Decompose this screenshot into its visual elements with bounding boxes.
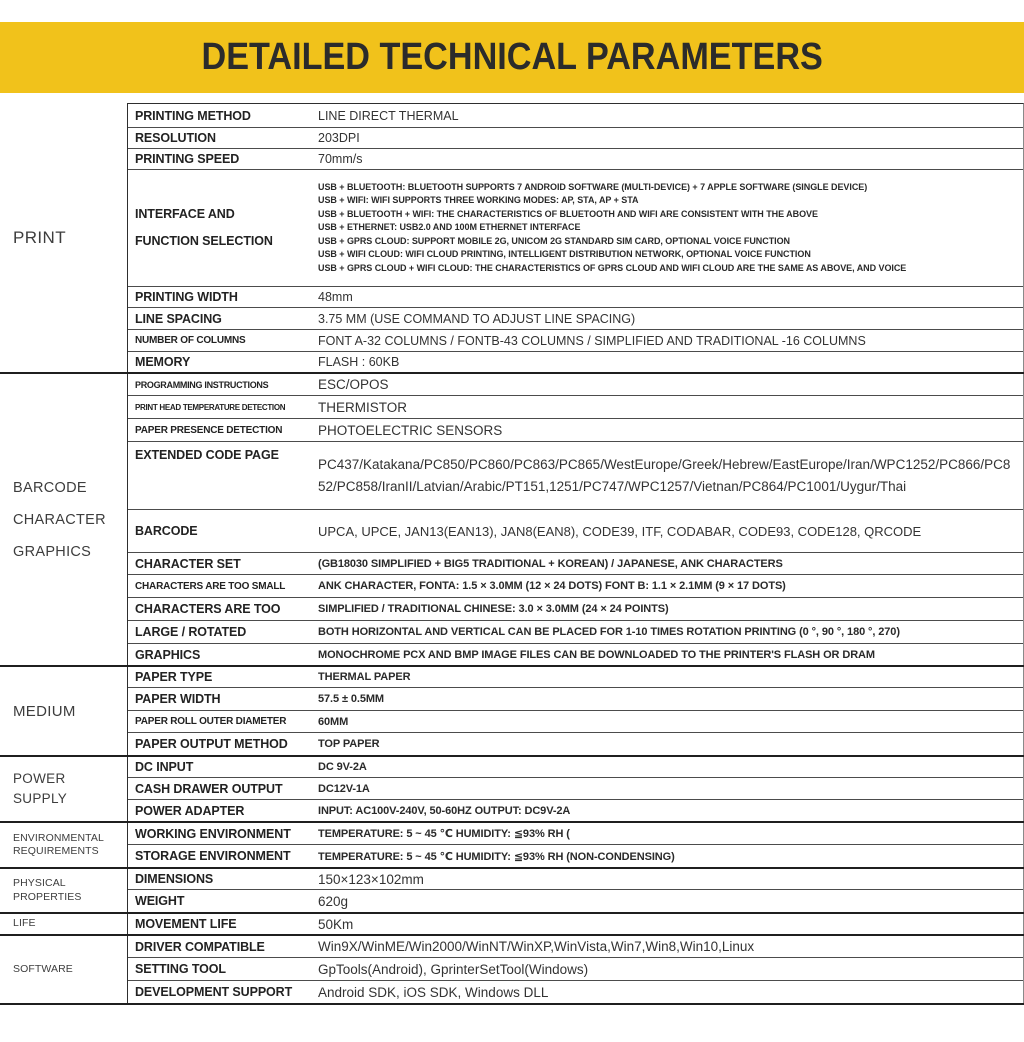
param-name: [128, 330, 310, 351]
param-value-line: MONOCHROME PCX AND BMP IMAGE FILES CAN BE DOWNLOADED TO THE PRINTER'S FLASH OR DRAM: [318, 648, 875, 661]
param-value-line: 57.5 ± 0.5MM: [318, 693, 384, 705]
param-value-line: USB + GPRS CLOUD: SUPPORT MOBILE 2G, UNICOM 2G STANDARD SIM CARD, OPTIONAL VOICE FUNCTION: [318, 235, 790, 246]
param-value: [310, 170, 1023, 286]
param-name: [128, 374, 310, 395]
param-name-line: CHARACTERS ARE TOO: [135, 602, 281, 616]
param-name-line: DRIVER COMPATIBLE: [135, 939, 265, 954]
param-name-line: DIMENSIONS: [135, 872, 214, 886]
param-value-line: USB + WIFI CLOUD: WIFI CLOUD PRINTING, INTELLIGENT DISTRIBUTION NETWORK, OPTIONAL VOICE FUNCTION: [318, 249, 811, 260]
row-setting-tool: [128, 957, 1023, 980]
param-value-line: ANK CHARACTER, FONTA: 1.5 × 3.0MM (12 × 24 DOTS) FONT B: 1.1 × 2.1MM (9 × 17 DOTS): [318, 580, 786, 592]
param-value: [310, 800, 1023, 821]
row-printing-method: [128, 104, 1023, 127]
param-value-line: USB + ETHERNET: USB2.0 AND 100M ETHERNET INTERFACE: [318, 222, 581, 233]
param-value-line: 203DPI: [318, 131, 360, 145]
param-value-line: DC 9V-2A: [318, 761, 367, 773]
param-name: [128, 287, 310, 307]
param-name: [128, 575, 310, 597]
group-label-line: BARCODE: [13, 479, 87, 496]
param-value: [310, 330, 1023, 351]
row-interface-and-function-selection: [128, 169, 1023, 286]
param-value: [310, 553, 1023, 574]
group-label-line: POWER: [13, 771, 66, 786]
param-name: [128, 352, 310, 372]
param-value-line: 3.75 MM (USE COMMAND TO ADJUST LINE SPACING): [318, 311, 636, 326]
group-label-line: ENVIRONMENTAL: [13, 831, 104, 844]
param-value: [310, 419, 1023, 441]
param-name-line: CASH DRAWER OUTPUT: [135, 781, 283, 796]
param-name: [128, 104, 310, 127]
section-rows: [128, 374, 1024, 665]
section-environmental-requirements: [0, 821, 1024, 867]
section-rows: [128, 936, 1024, 1003]
param-value: [310, 128, 1023, 148]
param-name: [128, 958, 310, 980]
param-name-line: FUNCTION SELECTION: [135, 234, 273, 248]
param-value-line: TEMPERATURE: 5 ~ 45 ℃ HUMIDITY: ≦93% RH (: [318, 828, 570, 840]
param-value: [310, 981, 1023, 1003]
param-value: [310, 396, 1023, 418]
group-label: [0, 103, 128, 372]
row-print-head-temperature-detection: [128, 395, 1023, 418]
param-name: [128, 757, 310, 777]
param-name-line: PRINTING METHOD: [135, 108, 251, 123]
param-value-line: SIMPLIFIED / TRADITIONAL CHINESE: 3.0 × 3.0MM (24 × 24 POINTS): [318, 603, 669, 615]
param-value: [310, 598, 1023, 620]
param-name: [128, 128, 310, 148]
param-name: [128, 644, 310, 665]
group-label: [0, 914, 128, 934]
param-name-line: PRINTING SPEED: [135, 152, 240, 166]
param-value: [310, 958, 1023, 980]
group-label: [0, 667, 128, 755]
row-number-of-columns: [128, 329, 1023, 351]
row-dimensions: [128, 869, 1023, 889]
param-name-line: PAPER ROLL OUTER DIAMETER: [135, 716, 287, 727]
param-value-line: 620g: [318, 893, 349, 909]
row-movement-life: [128, 914, 1023, 934]
param-value: [310, 287, 1023, 307]
param-value: [310, 890, 1023, 912]
param-value-line: DC12V-1A: [318, 782, 370, 795]
param-name-line: PAPER OUTPUT METHOD: [135, 737, 288, 751]
param-name-line: LINE SPACING: [135, 311, 222, 326]
param-value-line: 150×123×102mm: [318, 871, 424, 887]
param-value: [310, 510, 1023, 552]
group-label: [0, 374, 128, 665]
section-print: [0, 103, 1024, 372]
row-power-adapter: [128, 799, 1023, 821]
param-name: [128, 778, 310, 799]
param-name-line: SETTING TOOL: [135, 962, 226, 976]
section-rows: [128, 823, 1024, 867]
param-name-line: LARGE / ROTATED: [135, 625, 247, 639]
title-banner: [0, 22, 1024, 93]
section-rows: [128, 667, 1024, 755]
row-printing-speed: [128, 148, 1023, 169]
row-characters-are-too-small: [128, 574, 1023, 597]
param-value: [310, 308, 1023, 329]
param-value-line: USB + WIFI: WIFI SUPPORTS THREE WORKING MODES: AP, STA, AP + STA: [318, 195, 639, 206]
param-value: [310, 688, 1023, 710]
row-development-support: [128, 980, 1023, 1003]
row-line-spacing: [128, 307, 1023, 329]
row-printing-width: [128, 286, 1023, 307]
param-value-line: USB + BLUETOOTH + WIFI: THE CHARACTERISTICS OF BLUETOOTH AND WIFI ARE CONSISTENT WITH THE ABOVE: [318, 208, 818, 219]
param-value-line: 70mm/s: [318, 152, 363, 166]
param-value-line: PC437/Katakana/PC850/PC860/PC863/PC865/WestEurope/Greek/Hebrew/EastEurope/Iran/WPC1252/PC866/PC852/PC858/IranII/Latvian/Arabic/PT151,1251/PC747/WPC1257/Vietnan/PC864/PC1001/Uygur/Thai: [318, 457, 1011, 494]
param-value: [310, 644, 1023, 665]
row-driver-compatible: [128, 936, 1023, 957]
param-value: [310, 711, 1023, 732]
group-label-line: PRINT: [13, 227, 66, 247]
param-name-line: DC INPUT: [135, 760, 194, 774]
group-label-line: MEDIUM: [13, 702, 76, 720]
param-name-line: EXTENDED CODE PAGE: [135, 448, 279, 462]
param-value: [310, 845, 1023, 867]
param-value: [310, 869, 1023, 889]
param-name-line: PROGRAMMING INSTRUCTIONS: [135, 379, 269, 390]
row-characters-are-too: [128, 597, 1023, 620]
param-name: [128, 688, 310, 710]
param-value: [310, 936, 1023, 957]
section-rows: [128, 869, 1024, 912]
param-name-line: BARCODE: [135, 524, 198, 538]
section-software: [0, 934, 1024, 1003]
row-paper-type: [128, 667, 1023, 687]
param-name-line: PRINTING WIDTH: [135, 290, 238, 304]
param-name: [128, 936, 310, 957]
param-name: [128, 711, 310, 732]
param-value-line: UPCA, UPCE, JAN13(EAN13), JAN8(EAN8), CODE39, ITF, CODABAR, CODE93, CODE128, QRCODE: [318, 523, 922, 539]
section-physical-properties: [0, 867, 1024, 912]
param-name: [128, 598, 310, 620]
param-value-line: (GB18030 SIMPLIFIED + BIG5 TRADITIONAL + KOREAN) / JAPANESE, ANK CHARACTERS: [318, 557, 783, 570]
param-value-line: FONT A-32 COLUMNS / FONTB-43 COLUMNS / SIMPLIFIED AND TRADITIONAL -16 COLUMNS: [318, 333, 866, 348]
param-name-line: DEVELOPMENT SUPPORT: [135, 985, 293, 999]
param-name: [128, 396, 310, 418]
group-label: [0, 823, 128, 867]
param-value: [310, 149, 1023, 169]
param-value: [310, 621, 1023, 643]
param-value-line: 48mm: [318, 290, 353, 304]
param-name-line: MOVEMENT LIFE: [135, 917, 237, 931]
row-paper-width: [128, 687, 1023, 710]
param-name-line: STORAGE ENVIRONMENT: [135, 849, 291, 863]
param-value-line: 50Km: [318, 916, 354, 932]
param-name: [128, 845, 310, 867]
row-extended-code-page: [128, 441, 1023, 509]
param-value-line: INPUT: AC100V-240V, 50-60HZ OUTPUT: DC9V-2A: [318, 804, 571, 817]
section-rows: [128, 914, 1024, 934]
param-name-line: RESOLUTION: [135, 131, 216, 145]
param-value: [310, 575, 1023, 597]
param-name-line: MEMORY: [135, 355, 191, 369]
param-name: [128, 510, 310, 552]
param-value-line: Win9X/WinME/Win2000/WinNT/WinXP,WinVista,Win7,Win8,Win10,Linux: [318, 939, 755, 954]
param-name: [128, 823, 310, 844]
section-rows: [128, 103, 1024, 372]
section-power-supply: [0, 755, 1024, 821]
group-label-line: SUPPLY: [13, 791, 68, 806]
param-name-line: WEIGHT: [135, 894, 185, 908]
row-storage-environment: [128, 844, 1023, 867]
spec-table: [0, 103, 1024, 1005]
row-paper-presence-detection: [128, 418, 1023, 441]
group-label-line: LIFE: [13, 917, 36, 930]
param-value-line: TOP PAPER: [318, 738, 380, 750]
page-title: DETAILED TECHNICAL PARAMETERS: [201, 36, 823, 78]
param-value-line: BOTH HORIZONTAL AND VERTICAL CAN BE PLACED FOR 1-10 TIMES ROTATION PRINTING (0 °, 90 °, 180 °, 270): [318, 626, 900, 638]
param-value: [310, 757, 1023, 777]
param-value-line: TEMPERATURE: 5 ~ 45 ℃ HUMIDITY: ≦93% RH (NON-CONDENSING): [318, 850, 675, 863]
row-large-rotated: [128, 620, 1023, 643]
group-label-line: PHYSICAL: [13, 877, 66, 889]
row-working-environment: [128, 823, 1023, 844]
row-programming-instructions: [128, 374, 1023, 395]
group-label-line: PROPERTIES: [13, 890, 82, 903]
param-value: [310, 778, 1023, 799]
param-value-line: Android SDK, iOS SDK, Windows DLL: [318, 984, 549, 1000]
param-name-line: PAPER TYPE: [135, 670, 213, 684]
param-name: [128, 733, 310, 755]
param-value-line: USB + BLUETOOTH: BLUETOOTH SUPPORTS 7 ANDROID SOFTWARE (MULTI-DEVICE) + 7 APPLE SOFTWARE (SINGLE DEVICE): [318, 182, 868, 193]
param-value: [310, 442, 1023, 509]
param-value: [310, 352, 1023, 372]
param-value: [310, 823, 1023, 844]
row-character-set: [128, 552, 1023, 574]
param-value: [310, 104, 1023, 127]
row-paper-roll-outer-diameter: [128, 710, 1023, 732]
param-name: [128, 553, 310, 574]
param-name-line: CHARACTERS ARE TOO SMALL: [135, 580, 286, 592]
param-name: [128, 667, 310, 687]
param-value-line: ESC/OPOS: [318, 377, 389, 392]
param-name-line: PAPER WIDTH: [135, 692, 221, 706]
section-rows: [128, 757, 1024, 821]
param-name-line: POWER ADAPTER: [135, 803, 245, 818]
param-name: [128, 419, 310, 441]
group-label: [0, 869, 128, 912]
param-name: [128, 149, 310, 169]
param-name-line: INTERFACE AND: [135, 207, 235, 221]
param-name: [128, 170, 310, 286]
row-memory: [128, 351, 1023, 372]
group-label-line: SOFTWARE: [13, 962, 73, 975]
param-name-line: GRAPHICS: [135, 647, 201, 662]
row-resolution: [128, 127, 1023, 148]
row-weight: [128, 889, 1023, 912]
param-value-line: GpTools(Android), GprinterSetTool(Windows): [318, 961, 589, 977]
section-life: [0, 912, 1024, 934]
param-name: [128, 800, 310, 821]
param-value-line: THERMAL PAPER: [318, 671, 411, 683]
param-value-line: 60MM: [318, 715, 349, 728]
param-value-line: USB + GPRS CLOUD + WIFI CLOUD: THE CHARACTERISTICS OF GPRS CLOUD AND WIFI CLOUD ARE THE SAME AS ABOVE, AND VOICE: [318, 262, 907, 273]
param-name: [128, 981, 310, 1003]
section-medium: [0, 665, 1024, 755]
row-graphics: [128, 643, 1023, 665]
param-name-line: WORKING ENVIRONMENT: [135, 826, 291, 841]
param-name: [128, 869, 310, 889]
param-value: [310, 667, 1023, 687]
param-name: [128, 621, 310, 643]
param-value-line: FLASH : 60KB: [318, 355, 400, 369]
param-name-line: CHARACTER SET: [135, 556, 241, 571]
param-value: [310, 733, 1023, 755]
param-value: [310, 914, 1023, 934]
row-paper-output-method: [128, 732, 1023, 755]
group-label-line: GRAPHICS: [13, 543, 92, 560]
group-label: [0, 936, 128, 1003]
param-name-line: NUMBER OF COLUMNS: [135, 335, 246, 346]
param-name: [128, 890, 310, 912]
section-barcode-character-graphics: [0, 372, 1024, 665]
param-name-line: PRINT HEAD TEMPERATURE DETECTION: [135, 402, 286, 412]
group-label-line: CHARACTER: [13, 511, 106, 528]
row-barcode: [128, 509, 1023, 552]
param-value-line: THERMISTOR: [318, 399, 408, 415]
group-label-line: REQUIREMENTS: [13, 845, 99, 857]
param-name: [128, 914, 310, 934]
param-name-line: PAPER PRESENCE DETECTION: [135, 424, 283, 436]
param-value-line: PHOTOELECTRIC SENSORS: [318, 422, 503, 438]
param-value-line: LINE DIRECT THERMAL: [318, 108, 459, 123]
row-dc-input: [128, 757, 1023, 777]
param-name: [128, 442, 310, 509]
group-label: [0, 757, 128, 821]
param-name: [128, 308, 310, 329]
param-value: [310, 374, 1023, 395]
row-cash-drawer-output: [128, 777, 1023, 799]
